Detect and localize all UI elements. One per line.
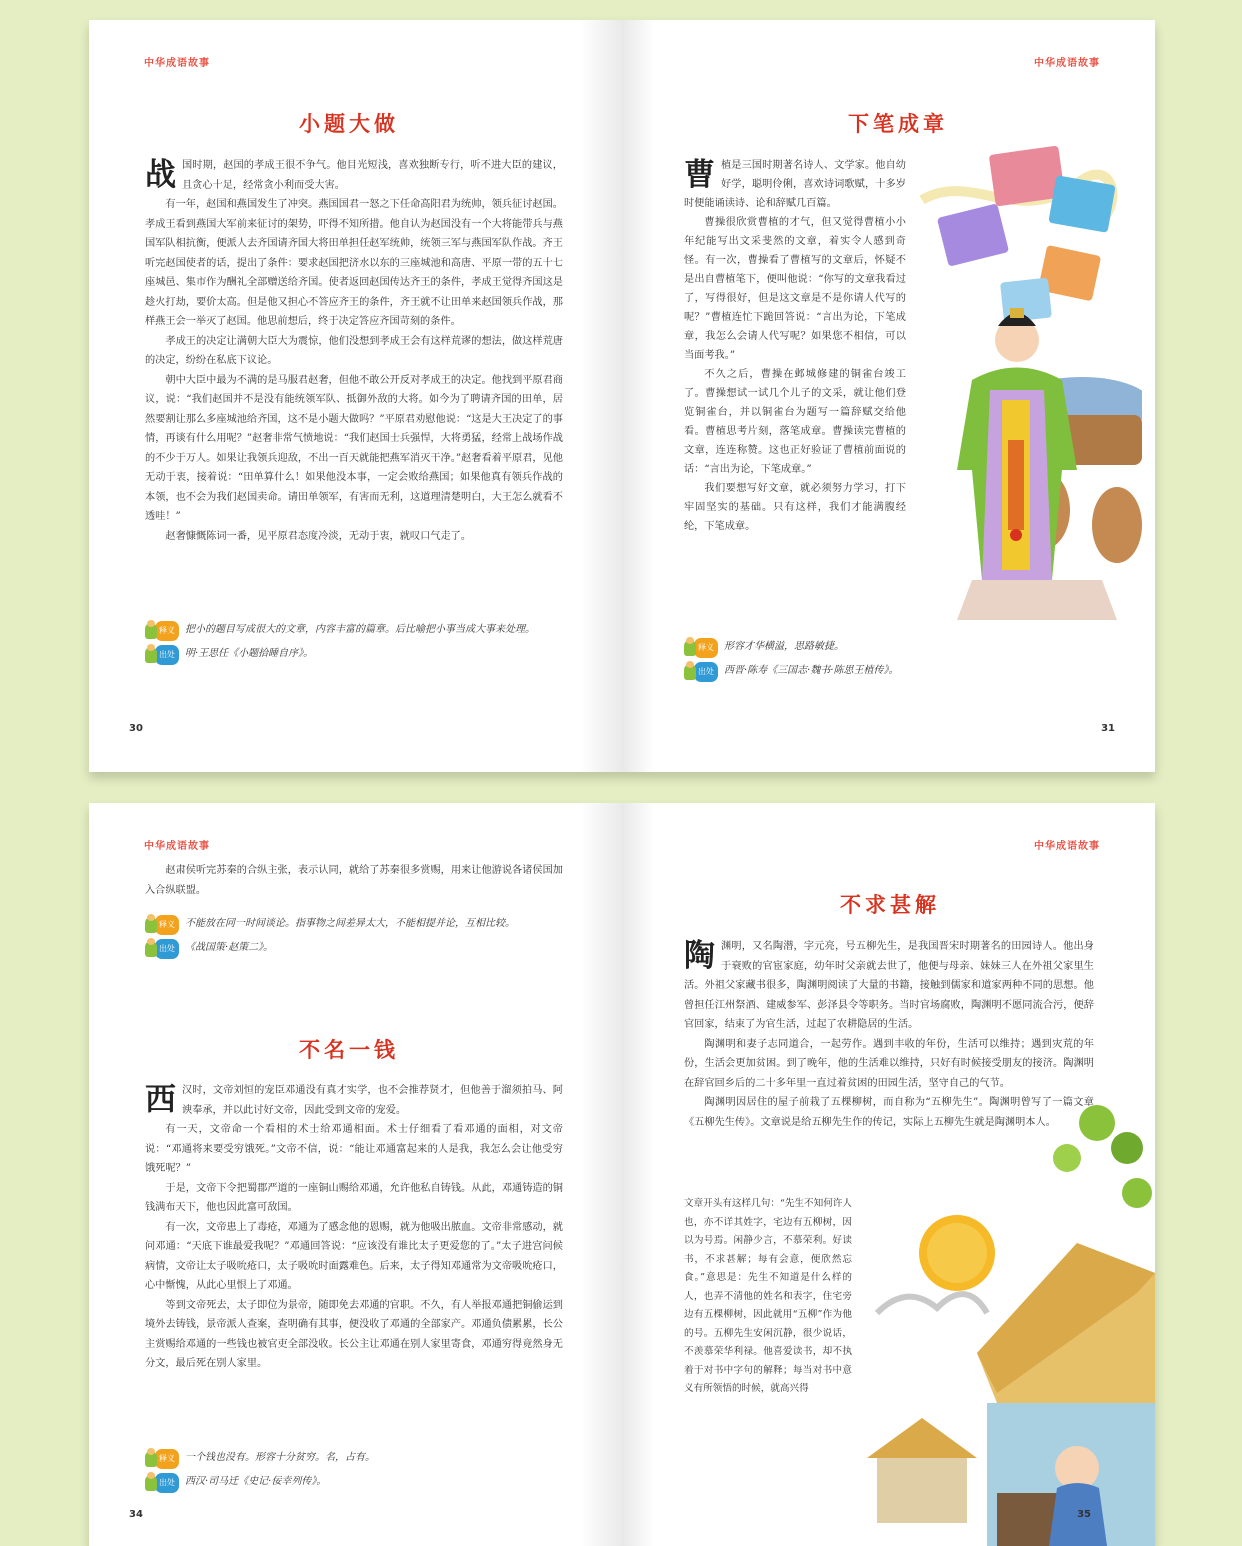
note-text: 一个钱也没有。形容十分贫穷。名，占有。: [185, 1452, 375, 1463]
paragraph: 陶渊明和妻子志同道合，一起劳作。遇到丰收的年份，生活可以维持；遇到灾荒的年份，生活会更加贫困。到了晚年，他的生活难以维持，只好有时候接受朋友的接济。陶渊明在辞官回乡后的二十多年里一直过着贫困的田园生活，坚守自己的气节。: [684, 1038, 1094, 1089]
note-meaning: [684, 638, 1104, 658]
paragraph: 陶渊明因居住的屋子前栽了五棵柳树，而自称为“五柳先生”。陶渊明曾写了一篇文章《五柳先生传》。文章说是给五柳先生作的传记，实际上五柳先生就是陶渊明本人。: [684, 1097, 1094, 1128]
paragraph: 有一年，赵国和燕国发生了冲突。燕国国君一怒之下任命高阳君为统帅，领兵征讨赵国。孝成王看到燕国大军前来征讨的架势，吓得不知所措。他自认为赵国没有一个大将能带兵与燕国军队相抗衡，便派人去齐国请齐国大将田单担任赵军统帅，统领三军与燕国军队作战。齐王听完赵国使者的话，提出了条件：要求赵国把济水以东的三座城池和高唐、平原一带的五十七座城邑、集市作为酬礼全部赠送给齐国。使者返回赵国传达齐王的条件，孝成王觉得齐国这是趁火打劫，要价太高。但是他又担心不答应齐王的条件，齐王就不让田单来赵国领兵作战，那样燕王会一举灭了赵国。他思前想后，终于决定答应齐国苛刻的条件。: [145, 199, 563, 327]
drop-cap: 西: [145, 1082, 176, 1118]
story-body: [684, 937, 1094, 1132]
child-icon: [684, 664, 696, 680]
note-text: 不能放在同一时间谈论。指事物之间差异太大，不能相提并论，互相比较。: [185, 918, 515, 929]
note-text: 形容才华横溢，思路敏捷。: [724, 641, 844, 652]
drop-cap: 曹: [684, 157, 715, 193]
drop-cap: 战: [145, 157, 176, 193]
drop-cap: 陶: [684, 938, 715, 974]
child-icon: [145, 941, 157, 957]
note-source: [145, 1473, 565, 1493]
paragraph: 我们要想写好文章，就必须努力学习，打下牢固坚实的基础。只有这样，我们才能满腹经纶，下笔成章。: [684, 483, 906, 532]
paragraph: 赵肃侯听完苏秦的合纵主张，表示认同，就给了苏秦很多赏赐，用来让他游说各诸侯国加入合纵联盟。: [145, 865, 563, 896]
header-text: 中华成语故事: [144, 841, 210, 852]
paragraph: 植是三国时期著名诗人、文学家。他自幼好学，聪明伶俐，喜欢诗词歌赋，十多岁时便能诵读诗、论和辞赋几百篇。: [684, 160, 906, 209]
paragraph: 有一次，文帝患上了毒疮，邓通为了感念他的恩赐，就为他吸出脓血。文帝非常感动，就问邓通：“天底下谁最爱我呢？”邓通回答说：“应该没有谁比太子更爱您的了。”太子进宫问候病情，文帝让太子吸吮疮口，太子吸吮时面露难色。后来，太子得知邓通常为文帝吸吮疮口，心中惭愧，从此心里恨上了邓通。: [145, 1221, 563, 1291]
page-35: [622, 803, 1155, 1546]
child-icon: [145, 623, 157, 639]
page-number: 35: [1077, 1509, 1091, 1520]
idiom-notes: [145, 621, 565, 669]
paragraph: 国时期，赵国的孝成王很不争气。他目光短浅，喜欢独断专行，听不进大臣的建议，且贪心十足，经常贪小利而受大害。: [182, 160, 563, 191]
child-icon: [145, 1451, 157, 1467]
story-body: [145, 1081, 563, 1374]
source-badge: 出处: [684, 662, 718, 682]
page-header: [1034, 54, 1100, 69]
note-text: 《战国策·赵策二》。: [185, 942, 274, 953]
note-meaning: [145, 621, 565, 641]
paragraph: 赵奢慷慨陈词一番，见平原君态度冷淡，无动于衷，就叹口气走了。: [165, 530, 472, 542]
page-header: [144, 54, 210, 69]
page-31: [622, 20, 1155, 772]
story-title: 小题大做: [299, 112, 399, 136]
story-title: 不求甚解: [840, 893, 940, 917]
meaning-badge: 释义: [145, 1449, 179, 1469]
idiom-notes: [145, 1449, 565, 1497]
paragraph: 等到文帝死去，太子即位为景帝，随即免去邓通的官职。不久，有人举报邓通把铜偷运到境外去铸钱，景帝派人查案，查明确有其事，便没收了邓通的全部家产。邓通负债累累，长公主赏赐给邓通的一些钱也被官吏全部没收。长公主让邓通在别人家里寄食，邓通穷得竟然身无分文，最后死在别人家里。: [145, 1299, 563, 1369]
note-source: [684, 662, 1104, 682]
story-body-narrow: [684, 1195, 852, 1399]
story-continuation: [145, 861, 563, 900]
page-header: [1034, 837, 1100, 852]
note-meaning: [145, 1449, 565, 1469]
note-text: 西汉·司马迁《史记·佞幸列传》。: [185, 1476, 327, 1487]
paragraph: 渊明，又名陶潜，字元亮，号五柳先生，是我国晋宋时期著名的田园诗人。他出身于衰败的官宦家庭，幼年时父亲就去世了，他便与母亲、妹妹三人在外祖父家里生活。外祖父家藏书很多，陶渊明阅读了大量的书籍，接触到儒家和道家两种不同的思想。他曾担任江州祭酒、建威参军、彭泽县令等职务。当时官场腐败，陶渊明不愿同流合污，便辞官回家，结束了为官生活，过起了农耕隐居的生活。: [684, 941, 1094, 1030]
top-book-spread: [89, 20, 1155, 772]
page-number: 30: [129, 723, 143, 734]
paragraph: 孝成王的决定让满朝大臣大为震惊，他们没想到孝成王会有这样荒谬的想法，做这样荒唐的决定，纷纷在私底下议论。: [145, 335, 563, 366]
story-body: [684, 156, 906, 536]
note-source: [145, 645, 565, 665]
story-title: 下笔成章: [848, 112, 948, 136]
header-text: 中华成语故事: [144, 58, 210, 69]
idiom-notes: [684, 638, 1104, 686]
bottom-book-spread: [89, 803, 1155, 1546]
source-badge: 出处: [145, 645, 179, 665]
meaning-badge: 释义: [145, 621, 179, 641]
note-text: 明·王思任《小题拾睡自序》。: [185, 648, 314, 659]
page-number: 34: [129, 1509, 143, 1520]
meaning-badge: 释义: [145, 915, 179, 935]
page-30: [89, 20, 622, 772]
paragraph: 文章开头有这样几句：“先生不知何许人也，亦不详其姓字，宅边有五柳树，因以为号焉。闲静少言，不慕荣利。好读书，不求甚解；每有会意，便欣然忘食。”意思是：先生不知道是什么样的人，也弄不清他的姓名和表字，住宅旁边有五棵柳树，因此就用“五柳”作为他的号。五柳先生安闲沉静，很少说话，不羡慕荣华利禄。他喜爱读书，却不执着于对书中字句的解释；每当对书中意义有所领悟的时候，就高兴得: [684, 1198, 852, 1394]
paragraph: 曹操很欣赏曹植的才气，但又觉得曹植小小年纪能写出文采斐然的文章，着实令人感到奇怪。有一次，曹操看了曹植写的文章后，怀疑不是出自曹植笔下，便叫他说：“你写的文章我看过了，写得很好，但是这文章是不是你请人代写的呢？”曹植连忙下跪回答说：“言出为论，下笔成章，我怎么会请人代写呢？如果您不相信，可以当面考我。”: [684, 217, 906, 361]
child-icon: [145, 917, 157, 933]
paragraph: 不久之后，曹操在邺城修建的铜雀台竣工了。曹操想试一试几个儿子的文采，就让他们登览铜雀台，并以铜雀台为题写一篇辞赋交给他看。曹植思考片刻，落笔成章。曹操读完曹植的文章，连连称赞。这也正好验证了曹植前面说的话：“言出为论，下笔成章。”: [684, 369, 906, 475]
child-icon: [145, 1475, 157, 1491]
idiom-notes-top: [145, 915, 565, 963]
story-body: [145, 156, 563, 546]
child-icon: [145, 647, 157, 663]
page-number: 31: [1101, 723, 1115, 734]
paragraph: 有一天，文帝命一个看相的术士给邓通相面。术士仔细看了看邓通的面相，对文帝说：“邓通将来要受穷饿死。”文帝不信，说：“能让邓通富起来的人是我，我怎么会让他受穷饿死呢？”: [145, 1124, 563, 1174]
note-meaning: [145, 915, 565, 935]
story-title: 不名一钱: [299, 1038, 399, 1062]
source-badge: 出处: [145, 1473, 179, 1493]
tao-yuanming-illustration: [837, 1103, 1155, 1546]
note-text: 把小的题目写成很大的文章，内容丰富的篇章。后比喻把小事当成大事来处理。: [185, 624, 535, 635]
paragraph: 于是，文帝下令把蜀郡严道的一座铜山赐给邓通，允许他私自铸钱。从此，邓通铸造的铜钱满布天下，他也因此富可敌国。: [145, 1182, 563, 1213]
child-icon: [684, 640, 696, 656]
header-text: 中华成语故事: [1034, 841, 1100, 852]
paragraph: 朝中大臣中最为不满的是马服君赵奢，但他不敢公开反对孝成王的决定。他找到平原君商议，说：“我们赵国并不是没有能统领军队、抵御外敌的大将。如今为了聘请齐国的田单，居然要割让那么多座城池给齐国，这不是小题大做吗？”平原君劝慰他说：“这是大王决定了的事情，再谈有什么用呢？”赵奢非常气愤地说：“我们赵国士兵强悍，大将勇猛，经常上战场作战的不少于万人。如果让我领兵迎敌，不出一百天就能把燕军消灭干净。”赵奢看着平原君，见他无动于衷，接着说：“田单算什么！如果他没本事，一定会败给燕国；如果他真有领兵作战的本领，也不会为我们赵国卖命。请田单领军，有害而无利，这道理清楚明白，大王怎么就看不透哇！”: [145, 374, 563, 522]
meaning-badge: 释义: [684, 638, 718, 658]
header-text: 中华成语故事: [1034, 58, 1100, 69]
paragraph: 汉时，文帝刘恒的宠臣邓通没有真才实学，也不会推荐贤才，但他善于溜须拍马、阿谀奉承，并以此讨好文帝，因此受到文帝的宠爱。: [182, 1085, 563, 1116]
cao-zhi-illustration: [902, 140, 1142, 630]
source-badge: 出处: [145, 939, 179, 959]
note-text: 西晋·陈寿《三国志·魏书·陈思王植传》。: [724, 665, 899, 676]
page-34: [89, 803, 622, 1546]
page-header: [144, 837, 210, 852]
note-source: [145, 939, 565, 959]
